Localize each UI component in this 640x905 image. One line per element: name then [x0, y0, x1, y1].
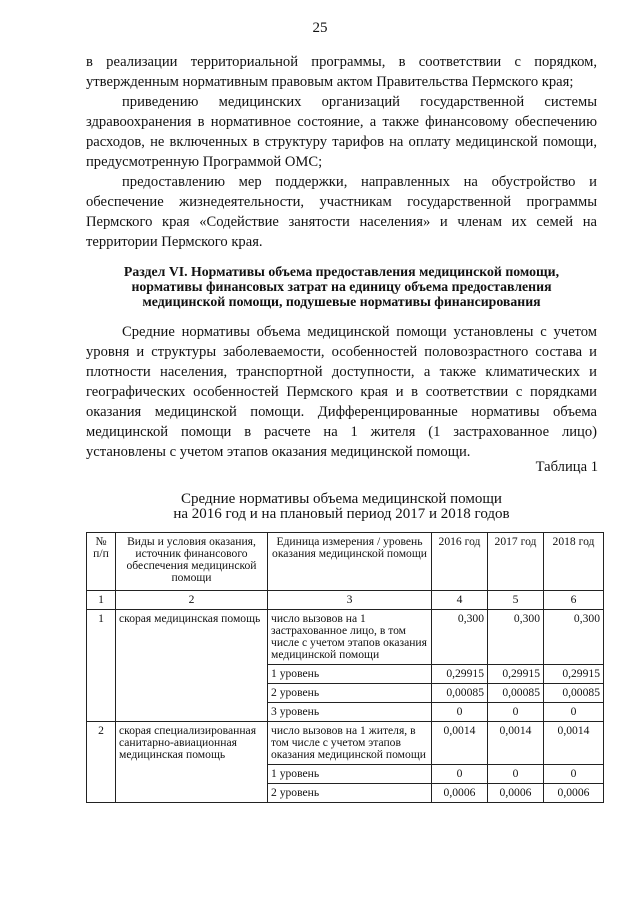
row-value-2017: 0,0014 [488, 722, 544, 765]
column-number: 5 [488, 591, 544, 610]
header-2016: 2016 год [432, 533, 488, 591]
header-2018: 2018 год [544, 533, 604, 591]
row-value-2018: 0,00085 [544, 684, 604, 703]
row-type: скорая медицинская помощь [116, 610, 268, 722]
row-unit: 2 уровень [268, 684, 432, 703]
row-value-2016: 0 [432, 765, 488, 784]
intro-paragraph-2: приведению медицинских организаций государственной системы здравоохранения в нормативное состояние, а также финансовому обеспечению расходов, не включенных в структуру тарифов на оплату медицинской помощи, предусмотренную Программой ОМС; [86, 94, 597, 170]
row-unit: число вызовов на 1 жителя, в том числе с учетом этапов оказания медицинской помощи [268, 722, 432, 765]
intro-paragraph-3: предоставлению мер поддержки, направленных на обустройство и обеспечение жизнедеятельности, участникам государственной программы Пермского края «Содействие занятости населения» и членам их семей на территории Пермского края. [86, 174, 597, 250]
header-2017: 2017 год [488, 533, 544, 591]
row-type: скорая специализированная санитарно-авиационная медицинская помощь [116, 722, 268, 803]
row-value-2018: 0 [544, 703, 604, 722]
column-number: 2 [116, 591, 268, 610]
table-label: Таблица 1 [535, 459, 598, 475]
row-num: 2 [87, 722, 116, 803]
column-number: 6 [544, 591, 604, 610]
row-value-2017: 0,29915 [488, 665, 544, 684]
row-unit: число вызовов на 1 застрахованное лицо, в том числе с учетом этапов оказания медицинской помощи [268, 610, 432, 665]
row-value-2018: 0,29915 [544, 665, 604, 684]
table-title-line: на 2016 год и на плановый период 2017 и 2018 годов [173, 506, 510, 522]
table-title-line: Средние нормативы объема медицинской помощи [181, 491, 502, 507]
body-text [86, 322, 597, 462]
row-value-2017: 0,00085 [488, 684, 544, 703]
norms-table [86, 532, 604, 803]
row-value-2017: 0,300 [488, 610, 544, 665]
row-value-2017: 0 [488, 703, 544, 722]
row-unit: 1 уровень [268, 665, 432, 684]
row-value-2016: 0,0006 [432, 784, 488, 803]
table-header-row [87, 533, 604, 591]
section-heading [86, 264, 597, 309]
table-title [86, 492, 597, 522]
column-number-row [87, 591, 604, 610]
row-unit: 2 уровень [268, 784, 432, 803]
row-value-2016: 0,29915 [432, 665, 488, 684]
intro-text [86, 52, 597, 252]
section-heading-line: нормативы финансовых затрат на единицу объема предоставления [131, 279, 552, 294]
row-num: 1 [87, 610, 116, 722]
page-number: 25 [312, 20, 328, 36]
row-value-2016: 0 [432, 703, 488, 722]
header-num: № п/п [87, 533, 116, 591]
body-paragraph: Средние нормативы объема медицинской помощи установлены с учетом уровня и структуры заболеваемости, особенностей половозрастного состава и плотности населения, транспортной доступности, а также климатических и географических особенностей Пермского края и в соответствии с порядками оказания медицинской помощи. Дифференцированные нормативы объема медицинской помощи в расчете на 1 жителя (1 застрахованное лицо) установлены с учетом этапов оказания медицинской помощи. [86, 324, 597, 460]
section-heading-line: Раздел VI. Нормативы объема предоставления медицинской помощи, [123, 264, 560, 279]
header-unit: Единица измерения / уровень оказания медицинской помощи [268, 533, 432, 591]
row-value-2018: 0,300 [544, 610, 604, 665]
intro-paragraph-1: в реализации территориальной программы, в соответствии с порядком, утвержденным нормативным правовым актом Правительства Пермского края; [86, 54, 597, 90]
column-number: 1 [87, 591, 116, 610]
row-value-2017: 0,0006 [488, 784, 544, 803]
row-value-2018: 0 [544, 765, 604, 784]
row-value-2016: 0,300 [432, 610, 488, 665]
row-unit: 3 уровень [268, 703, 432, 722]
row-value-2017: 0 [488, 765, 544, 784]
header-type: Виды и условия оказания, источник финансового обеспечения медицинской помощи [116, 533, 268, 591]
row-unit: 1 уровень [268, 765, 432, 784]
column-number: 4 [432, 591, 488, 610]
table-row [87, 610, 604, 665]
column-number: 3 [268, 591, 432, 610]
row-value-2016: 0,00085 [432, 684, 488, 703]
row-value-2016: 0,0014 [432, 722, 488, 765]
section-heading-line: медицинской помощи, подушевые нормативы финансирования [142, 294, 541, 309]
row-value-2018: 0,0014 [544, 722, 604, 765]
table-row [87, 722, 604, 765]
row-value-2018: 0,0006 [544, 784, 604, 803]
